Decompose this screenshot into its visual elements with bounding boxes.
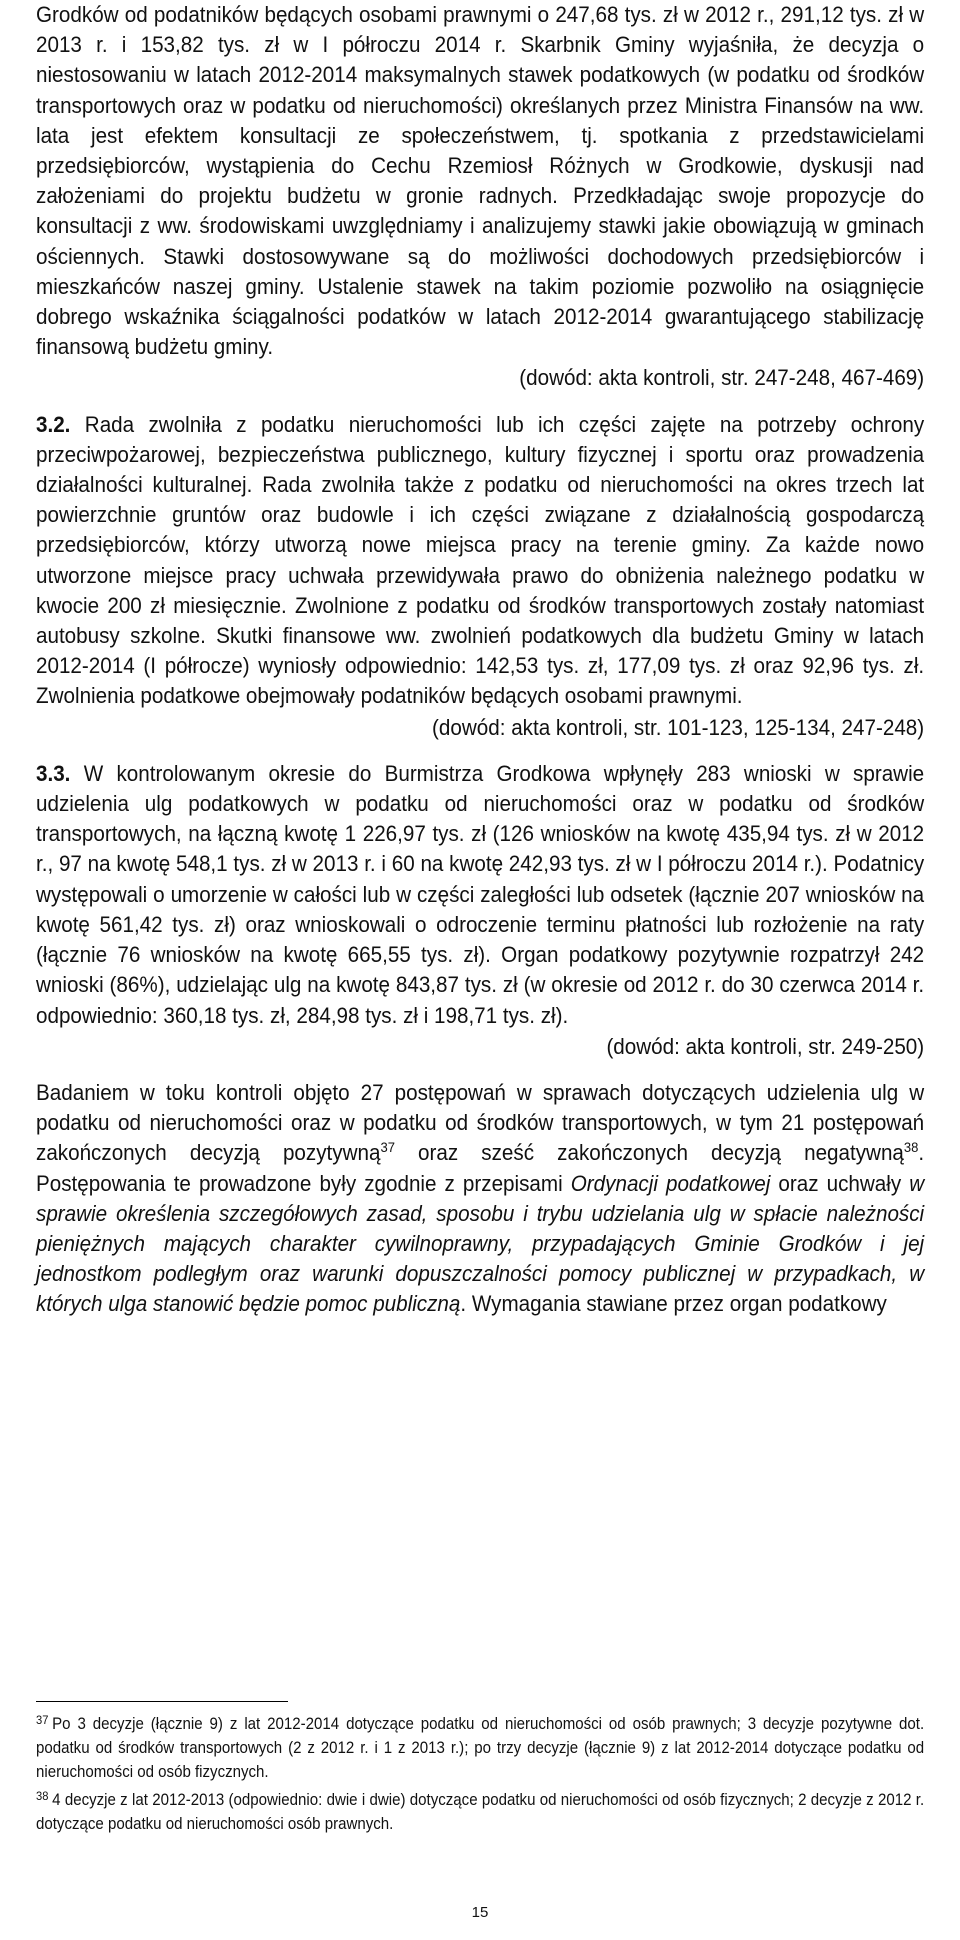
evidence-citation-3-text: (dowód: akta kontroli, str. 249-250) xyxy=(606,1033,925,1059)
final-paragraph-part3: . Postępowania te prowadzone były zgodnie z przepisami xyxy=(36,1140,925,1196)
section-3-3-number: 3.3. xyxy=(36,760,71,786)
section-3-2 xyxy=(36,410,924,712)
footnote-ref-38[interactable]: 38 xyxy=(903,1139,919,1156)
intro-paragraph xyxy=(36,0,924,362)
footnotes xyxy=(36,1712,924,1840)
footnote-ref-37[interactable]: 37 xyxy=(380,1139,395,1156)
section-3-3 xyxy=(36,759,924,1031)
final-paragraph-italic2: w sprawie określenia szczegółowych zasad, sposobu i trybu udzielania ulg w spłacie należności pieniężnych mających charakter cywilnoprawny, przypadających Gminie Grodków i jej jednostkom podległym oraz warunki dopuszczalności pomocy publicznej w przypadkach, w których ulga stanowić będzie pomoc publiczną xyxy=(36,1170,925,1317)
footnote-37-number: 37 xyxy=(36,1713,49,1727)
document-page xyxy=(36,0,924,1320)
evidence-citation-2-text: (dowód: akta kontroli, str. 101-123, 125-134, 247-248) xyxy=(432,714,925,740)
footnote-38-text: 4 decyzje z lat 2012-2013 (odpowiednio: dwie i dwie) dotyczące podatku od nieruchomości od osób fizycznych; 2 decyzje z 2012 r. dotyczące podatku od nieruchomości osób prawnych. xyxy=(36,1791,925,1833)
final-paragraph-part2: oraz sześć zakończonych decyzją negatywną xyxy=(394,1140,904,1166)
final-paragraph-part5: . Wymagania stawiane przez organ podatkowy xyxy=(460,1291,887,1317)
final-paragraph xyxy=(36,1078,924,1320)
evidence-citation-3 xyxy=(36,1032,924,1062)
section-3-3-text: W kontrolowanym okresie do Burmistrza Grodkowa wpłynęły 283 wnioski w sprawie udzielenia ulg podatkowych w podatku od nieruchomości oraz w podatku od środków transportowych, na łączną kwotę 1 226,97 tys. zł (126 wniosków na kwotę 435,94 tys. zł w 2012 r., 97 na kwotę 548,1 tys. zł w 2013 r. i 60 na kwotę 242,93 tys. zł w I półroczu 2014 r.). Podatnicy występowali o umorzenie w całości lub w części zaległości lub odsetek (łącznie 207 wniosków na kwotę 561,42 tys. zł) oraz wnioskowali o odroczenie terminu płatności lub rozłożenie na raty (łącznie 76 wniosków na kwotę 665,55 tys. zł). Organ podatkowy pozytywnie rozpatrzył 242 wnioski (86%), udzielając ulg na kwotę 843,87 tys. zł (w okresie od 2012 r. do 30 czerwca 2014 r. odpowiednio: 360,18 tys. zł, 284,98 tys. zł i 198,71 tys. zł). xyxy=(36,760,925,1028)
evidence-citation-1 xyxy=(36,363,924,393)
evidence-citation-1-text: (dowód: akta kontroli, str. 247-248, 467-469) xyxy=(519,365,925,391)
final-paragraph-part1: Badaniem w toku kontroli objęto 27 postępowań w sprawach dotyczących udzielenia ulg w podatku od nieruchomości oraz w podatku od środków transportowych, w tym 21 postępowań zakończonych decyzją pozytywną xyxy=(36,1079,925,1166)
footnote-38-number: 38 xyxy=(36,1789,49,1803)
main-text xyxy=(36,0,924,1320)
footnote-separator xyxy=(36,1701,288,1702)
final-paragraph-italic1: Ordynacji podatkowej xyxy=(570,1170,771,1196)
final-paragraph-part4: oraz uchwały xyxy=(770,1170,910,1196)
page-number: 15 xyxy=(471,1904,489,1921)
intro-paragraph-text: Grodków od podatników będących osobami prawnymi o 247,68 tys. zł w 2012 r., 291,12 tys. zł w 2013 r. i 153,82 tys. zł w I półroczu 2014 r. Skarbnik Gminy wyjaśniła, że decyzja o niestosowaniu w latach 2012-2014 maksymalnych stawek podatkowych (w podatku od środków transportowych oraz w podatku od nieruchomości) określanych przez Ministra Finansów na ww. lata jest efektem konsultacji ze społeczeństwem, tj. spotkania z przedstawicielami przedsiębiorców, wystąpienia do Cechu Rzemiosł Różnych w Grodkowie, dyskusji nad założeniami do projektu budżetu w gronie radnych. Przedkładając swoje propozycje do konsultacji z ww. środowiskami uwzględniamy i analizujemy stawki jakie obowiązują w gminach ościennych. Stawki dostosowywane są do możliwości dochodowych przedsiębiorców i mieszkańców naszej gminy. Ustalenie stawek na takim poziomie pozwoliło na osiągnięcie dobrego wskaźnika ściągalności podatków w latach 2012-2014 gwarantującego stabilizację finansową budżetu gminy. xyxy=(36,2,925,360)
section-3-2-text: Rada zwolniła z podatku nieruchomości lub ich części zajęte na potrzeby ochrony przeciwpożarowej, bezpieczeństwa publicznego, kultury fizycznej i sportu oraz prowadzenia działalności kulturalnej. Rada zwolniła także z podatku od nieruchomości na okres trzech lat powierzchnie gruntów oraz budowle i ich części związane z działalnością gospodarczą przedsiębiorców, którzy utworzą nowe miejsca pracy na terenie gminy. Za każde nowo utworzone miejsce pracy uchwała przewidywała prawo do obniżenia należnego podatku w kwocie 200 zł miesięcznie. Zwolnione z podatku od środków transportowych zostały natomiast autobusy szkolne. Skutki finansowe ww. zwolnień podatkowych dla budżetu Gminy w latach 2012-2014 (I półrocze) wyniosły odpowiednio: 142,53 tys. zł, 177,09 tys. zł oraz 92,96 tys. zł. Zwolnienia podatkowe obejmowały podatników będących osobami prawnymi. xyxy=(36,411,925,709)
footnote-37-text: Po 3 decyzje (łącznie 9) z lat 2012-2014 dotyczące podatku od nieruchomości od osób prawnych; 3 decyzje pozytywne dot. podatku od środków transportowych (2 z 2012 r. i 1 z 2013 r.); po trzy decyzje (łącznie 9) z lat 2012-2014 dotyczące podatku od nieruchomości od osób fizycznych. xyxy=(36,1715,925,1781)
footnote-37 xyxy=(36,1712,924,1784)
evidence-citation-2 xyxy=(36,713,924,743)
footnote-38 xyxy=(36,1788,924,1836)
section-3-2-number: 3.2. xyxy=(36,411,71,437)
